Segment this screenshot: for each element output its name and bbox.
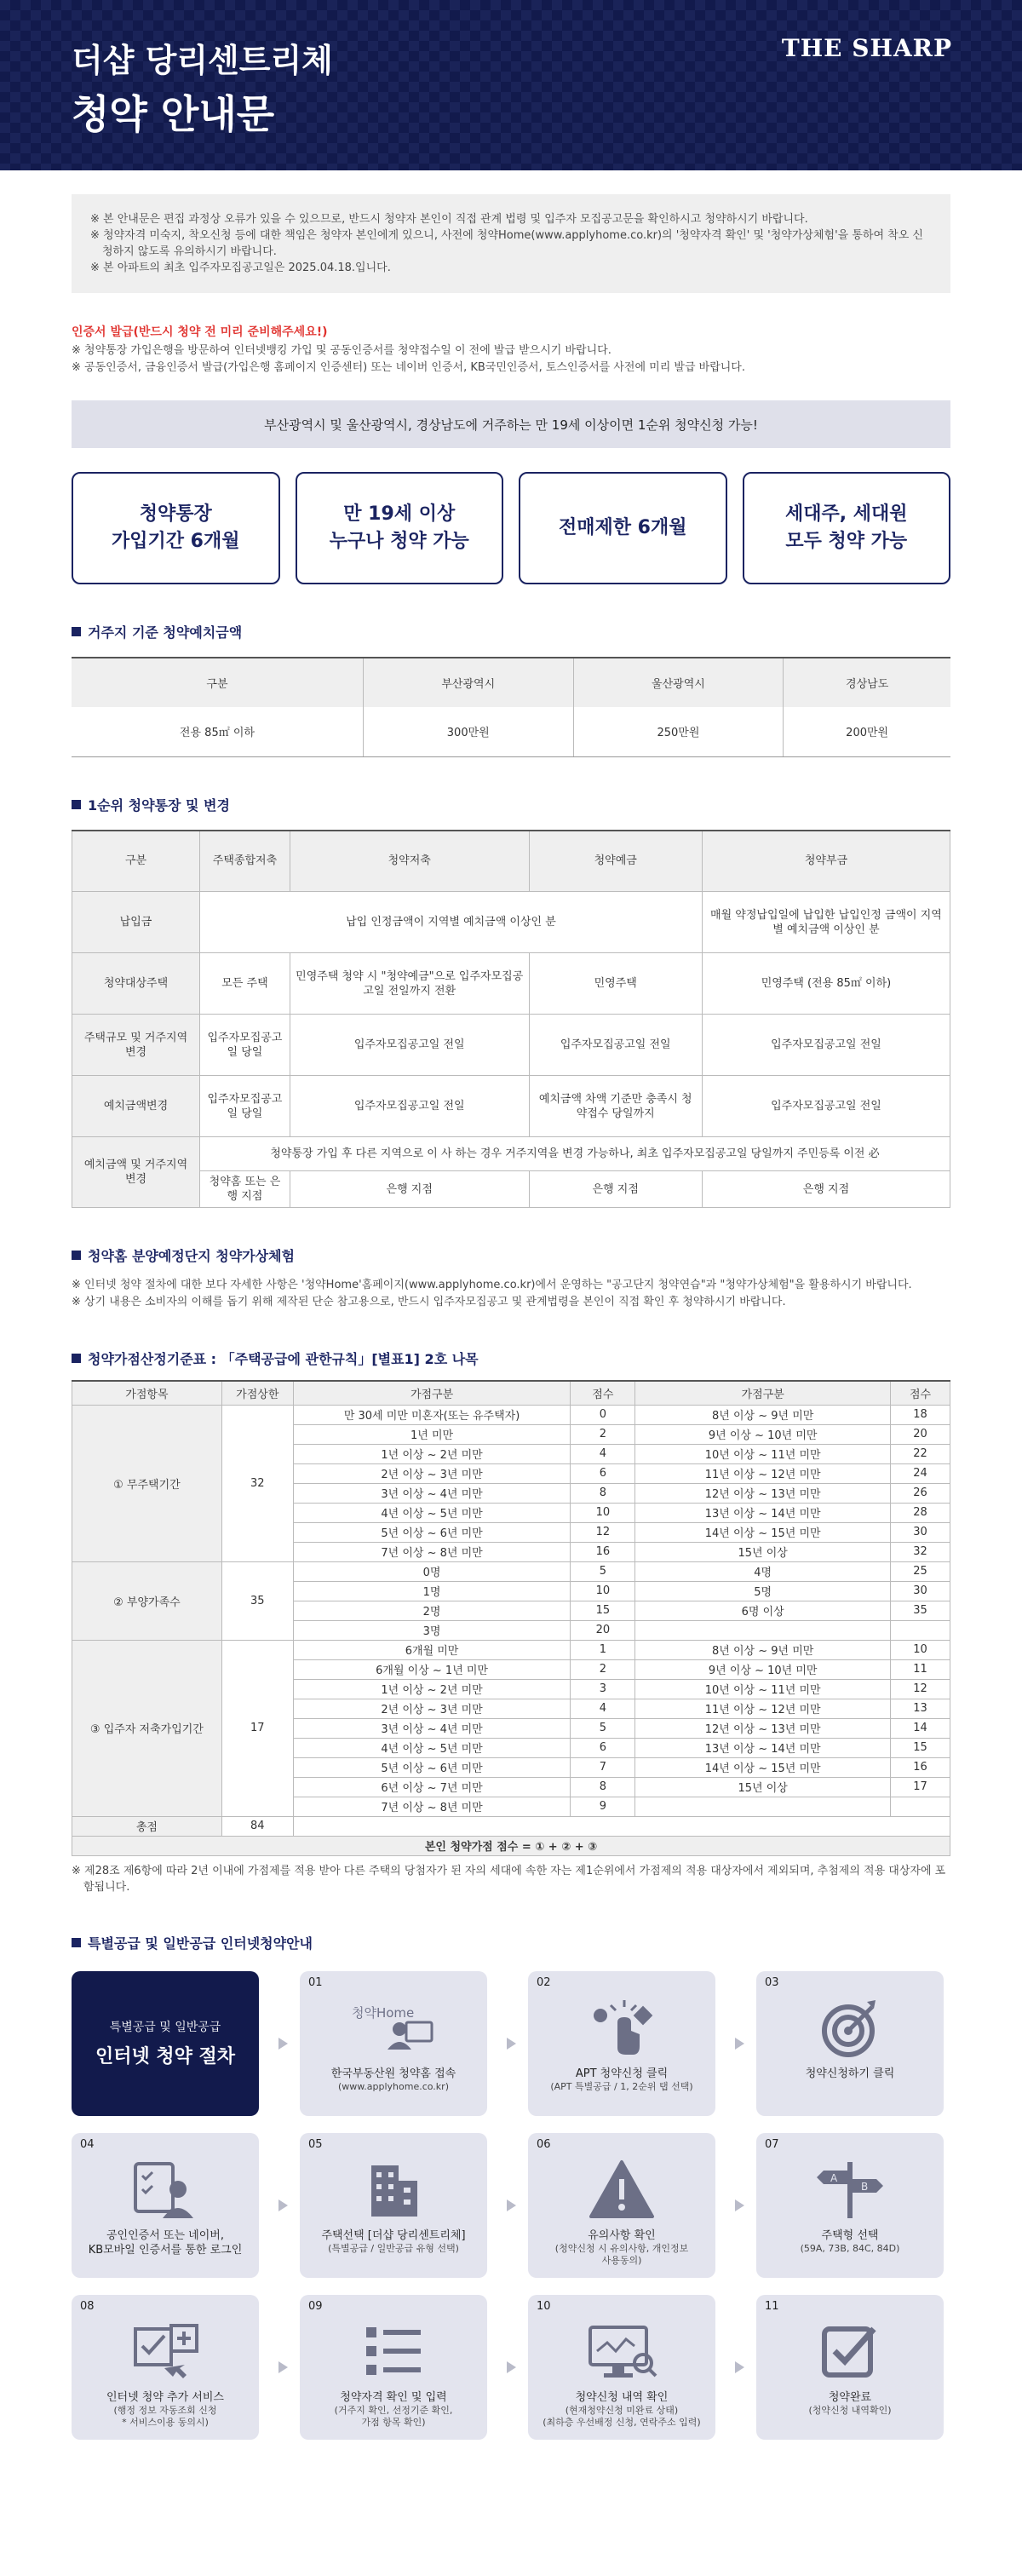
table-header: 경상남도 bbox=[784, 658, 950, 707]
step-subtitle: (APT 특별공급 / 1, 2순위 탭 선택) bbox=[550, 2080, 693, 2092]
step-title: 청약신청하기 클릭 bbox=[805, 2067, 895, 2080]
table-row: 6년 이상 ~ 7년 미만 8 15년 이상 17 bbox=[72, 1777, 950, 1797]
step-number: 07 bbox=[765, 2137, 779, 2151]
table-header: 가점상한 bbox=[221, 1381, 293, 1405]
table-row: ① 무주택기간 32 만 30세 미만 미혼자(또는 유주택자) 0 8년 이상 ~ 9년 미만 18 bbox=[72, 1405, 950, 1424]
arrow-right-icon bbox=[507, 2361, 516, 2373]
procedure-step bbox=[72, 2133, 259, 2278]
table-header: 청약예금 bbox=[529, 831, 702, 892]
step-number: 02 bbox=[537, 1975, 551, 1989]
table-row: 2년 이상 ~ 3년 미만 4 11년 이상 ~ 12년 미만 13 bbox=[72, 1699, 950, 1718]
click-icon bbox=[528, 1997, 715, 2058]
step-subtitle: (청약신청 시 유의사항, 개인정보 사용동의) bbox=[554, 2242, 689, 2266]
arrow-right-icon bbox=[507, 2199, 516, 2211]
procedure-step bbox=[528, 2295, 715, 2440]
eligibility-banner: 부산광역시 및 울산광역시, 경상남도에 거주하는 만 19세 이상이면 1순위 청약신청 가능! bbox=[72, 400, 950, 448]
arrow-right-icon bbox=[278, 2361, 288, 2373]
table-header: 구분 bbox=[72, 831, 200, 892]
table-row: 1년 이상 ~ 2년 미만 4 10년 이상 ~ 11년 미만 22 bbox=[72, 1444, 950, 1463]
table-row: ③ 입주자 저축가입기간 17 6개월 미만 1 8년 이상 ~ 9년 미만 10 bbox=[72, 1640, 950, 1659]
warning-icon bbox=[528, 2159, 715, 2220]
add-service-icon bbox=[72, 2320, 259, 2382]
bullet-square-icon bbox=[72, 1251, 81, 1260]
simulation-line: ※ 인터넷 청약 절차에 대한 보다 자세한 사항은 '청약Home'홈페이지(www.applyhome.co.kr)에서 운영하는 "공고단지 청약연습"과 "청약가상체험"을 활용하시기 바랍니다. bbox=[72, 1279, 912, 1291]
table-row: 예치금액 및 거주지역 변경 청약통장 가입 후 다른 지역으로 이 사 하는 경우 거주지역을 변경 가능하나, 최초 입주자모집공고일 당일까지 주민등록 이전 必 bbox=[72, 1137, 950, 1171]
table-header: 울산광역시 bbox=[573, 658, 784, 707]
table-row: 주택규모 및 거주지역 변경 입주자모집공고일 당일 입주자모집공고일 전일 입주자모집공고일 전일 입주자모집공고일 전일 bbox=[72, 1015, 950, 1076]
step-title: 주택형 선택 (59A, 73B, 84C, 84D) bbox=[760, 2228, 940, 2255]
table-header: 점수 bbox=[571, 1381, 635, 1405]
section-title-procedure: 특별공급 및 일반공급 인터넷청약안내 bbox=[72, 1933, 950, 1952]
procedure-step bbox=[756, 2133, 944, 2278]
signpost-icon bbox=[756, 2159, 944, 2220]
brand-logo: THE SHARP bbox=[781, 34, 952, 62]
procedure-lead-card: 특별공급 및 일반공급 인터넷 청약 절차 bbox=[72, 1971, 259, 2116]
table-row: 1년 이상 ~ 2년 미만 3 10년 이상 ~ 11년 미만 12 bbox=[72, 1679, 950, 1699]
procedure-step bbox=[528, 2133, 715, 2278]
table-row: 납입금 납입 인정금액이 지역별 예치금액 이상인 분 매월 약정납입일에 납입한 납입인정 금액이 지역별 예치금액 이상인 분 bbox=[72, 892, 950, 953]
notice-box bbox=[72, 194, 950, 293]
procedure-step bbox=[300, 1971, 487, 2116]
doc-title: 청약 안내문 bbox=[72, 91, 275, 137]
table-row: 2명 15 6명 이상 35 bbox=[72, 1601, 950, 1620]
procedure-step bbox=[300, 2295, 487, 2440]
table-header: 점수 bbox=[891, 1381, 950, 1405]
rank-table bbox=[72, 830, 950, 1209]
step-number: 04 bbox=[80, 2137, 95, 2151]
step-title: 유의사항 확인 (청약신청 시 유의사항, 개인정보 사용동의) bbox=[531, 2228, 712, 2267]
step-number: 10 bbox=[537, 2299, 551, 2313]
applyhome-icon bbox=[300, 1997, 487, 2058]
section-title-deposit: 거주지 기준 청약예치금액 bbox=[72, 622, 950, 641]
arrow-right-icon bbox=[507, 2038, 516, 2050]
feature-box: 전매제한 6개월 bbox=[519, 472, 727, 584]
table-row: 예치금액변경 입주자모집공고일 당일 입주자모집공고일 전일 예치금액 차액 기준만 충족시 청약접수 당일까지 입주자모집공고일 전일 bbox=[72, 1076, 950, 1137]
procedure-step bbox=[756, 2295, 944, 2440]
arrow-right-icon bbox=[278, 2199, 288, 2211]
section-title-score: 청약가점산정기준표 : 「주택공급에 관한규칙」[별표1] 2호 나목 bbox=[72, 1348, 950, 1368]
section-title-simulation: 청약홈 분양예정단지 청약가상체험 bbox=[72, 1245, 950, 1265]
step-title: 청약신청 내역 확인 (현재청약신청 미완료 상태) (최하층 우선배정 신청, 연락주소 입력) bbox=[531, 2390, 712, 2429]
procedure-steps bbox=[72, 1971, 950, 2440]
target-icon bbox=[756, 1997, 944, 2058]
step-title: 공인인증서 또는 네이버, KB모바일 인증서를 통한 로그인 bbox=[88, 2228, 243, 2257]
table-row: 1명 10 5명 30 bbox=[72, 1581, 950, 1601]
table-row: 3년 이상 ~ 4년 미만 5 12년 이상 ~ 13년 미만 14 bbox=[72, 1718, 950, 1738]
table-row: 1년 미만 2 9년 이상 ~ 10년 미만 20 bbox=[72, 1424, 950, 1444]
simulation-notes bbox=[72, 1277, 950, 1311]
table-header: 가점구분 bbox=[293, 1381, 571, 1405]
step-title: 한국부동산원 청약홈 접속 (www.applyhome.co.kr) bbox=[303, 2067, 484, 2093]
bullet-square-icon bbox=[72, 1938, 81, 1947]
step-subtitle: (행정 정보 자동조회 신청 * 서비스이용 동의시) bbox=[113, 2404, 217, 2428]
arrow-right-icon bbox=[735, 2038, 744, 2050]
table-row: 5년 이상 ~ 6년 미만 12 14년 이상 ~ 15년 미만 30 bbox=[72, 1522, 950, 1542]
score-table bbox=[72, 1380, 950, 1856]
table-row: 5년 이상 ~ 6년 미만 7 14년 이상 ~ 15년 미만 16 bbox=[72, 1757, 950, 1777]
step-subtitle: (청약신청 내역확인) bbox=[808, 2404, 892, 2416]
table-row: 총점 84 bbox=[72, 1816, 950, 1836]
svg-text:청약Home: 청약Home bbox=[352, 2004, 415, 2021]
table-row: 청약대상주택 모든 주택 민영주택 청약 시 "청약예금"으로 입주자모집공고일 전일까지 전환 민영주택 민영주택 (전용 85㎡ 이하) bbox=[72, 953, 950, 1015]
procedure-step bbox=[528, 1971, 715, 2116]
monitor-icon bbox=[528, 2320, 715, 2382]
hero-header bbox=[0, 0, 1022, 170]
complex-name: 더샵 당리센트리체 bbox=[72, 42, 333, 79]
procedure-step bbox=[72, 2295, 259, 2440]
step-title: 청약자격 확인 및 입력 (거주지 확인, 선정기준 확인, 가점 항목 확인) bbox=[303, 2390, 484, 2429]
table-header: 구분 bbox=[72, 658, 363, 707]
procedure-step bbox=[300, 2133, 487, 2278]
table-row: ② 부양가족수 35 0명 5 4명 25 bbox=[72, 1561, 950, 1581]
feature-box: 만 19세 이상 누구나 청약 가능 bbox=[296, 472, 504, 584]
step-number: 11 bbox=[765, 2299, 779, 2313]
section-title-rank: 1순위 청약통장 및 변경 bbox=[72, 795, 950, 814]
table-row: 7년 이상 ~ 8년 미만 16 15년 이상 32 bbox=[72, 1542, 950, 1561]
table-header: 주택종합저축 bbox=[200, 831, 290, 892]
certificate-title: 인증서 발급(반드시 청약 전 미리 준비해주세요!) bbox=[72, 325, 328, 339]
step-title: 인터넷 청약 추가 서비스 (행정 정보 자동조회 신청 * 서비스이용 동의시) bbox=[75, 2390, 256, 2429]
table-header: 청약부금 bbox=[702, 831, 950, 892]
arrow-right-icon bbox=[735, 2361, 744, 2373]
table-header: 가점구분 bbox=[635, 1381, 891, 1405]
feature-box: 청약통장 가입기간 6개월 bbox=[72, 472, 280, 584]
bullet-square-icon bbox=[72, 627, 81, 636]
list-icon bbox=[300, 2320, 487, 2382]
step-number: 05 bbox=[308, 2137, 323, 2151]
table-row: 6개월 이상 ~ 1년 미만 2 9년 이상 ~ 10년 미만 11 bbox=[72, 1659, 950, 1679]
check-icon bbox=[756, 2320, 944, 2382]
step-title: APT 청약신청 클릭 (APT 특별공급 / 1, 2순위 탭 선택) bbox=[531, 2067, 712, 2093]
svg-text:B: B bbox=[861, 2180, 869, 2193]
table-row: 4년 이상 ~ 5년 미만 10 13년 이상 ~ 14년 미만 28 bbox=[72, 1503, 950, 1522]
svg-text:A: A bbox=[830, 2171, 838, 2184]
step-subtitle: (59A, 73B, 84C, 84D) bbox=[800, 2242, 900, 2254]
step-title: 주택선택 [더샵 당리센트리체] (특별공급 / 일반공급 유형 선택) bbox=[303, 2228, 484, 2255]
table-row: 본인 청약가점 점수 = ① + ② + ③ bbox=[72, 1836, 950, 1855]
certificate-line: ※ 청약통장 가입은행을 방문하여 인터넷뱅킹 가입 및 공동인증서를 청약접수일 이 전에 발급 받으시기 바랍니다. bbox=[72, 344, 611, 357]
certificate-line: ※ 공동인증서, 금융인증서 발급(가입은행 홈페이지 인증센터) 또는 네이버 인증서, KB국민인증서, 토스인증서를 사전에 미리 발급 바랍니다. bbox=[72, 361, 745, 374]
arrow-right-icon bbox=[735, 2199, 744, 2211]
step-number: 08 bbox=[80, 2299, 95, 2313]
arrow-right-icon bbox=[278, 2038, 288, 2050]
table-header: 부산광역시 bbox=[363, 658, 573, 707]
notice-line: ※ 청약자격 미숙지, 착오신청 등에 대한 책임은 청약자 본인에게 있으니, 사전에 청약Home(www.applyhome.co.kr)의 '청약자격 확인' 및 '청약가상체험'을 통하여 착오 신청하지 않도록 유의하시기 바랍니다. bbox=[90, 229, 923, 258]
table-row: 3년 이상 ~ 4년 미만 8 12년 이상 ~ 13년 미만 26 bbox=[72, 1483, 950, 1503]
notice-line: ※ 본 안내문은 편집 과정상 오류가 있을 수 있으므로, 반드시 청약자 본인이 직접 관계 법령 및 입주자 모집공고문을 확인하시고 청약하시기 바랍니다. bbox=[90, 213, 808, 226]
table-row: 청약홈 또는 은행 지점 은행 지점 은행 지점 은행 지점 bbox=[72, 1171, 950, 1208]
table-row: 2년 이상 ~ 3년 미만 6 11년 이상 ~ 12년 미만 24 bbox=[72, 1463, 950, 1483]
bullet-square-icon bbox=[72, 800, 81, 809]
notice-line: ※ 본 아파트의 최초 입주자모집공고일은 2025.04.18.입니다. bbox=[90, 262, 391, 274]
bullet-square-icon bbox=[72, 1354, 81, 1363]
score-footnote: ※ 제28조 제6항에 따라 2년 이내에 가점제를 적용 받아 다른 주택의 당첨자가 된 자의 세대에 속한 자는 제1순위에서 가점제의 적용 대상자에서 제외되며, 추첨제의 적용 대상자에 포함됩니다. bbox=[72, 1864, 946, 1894]
feature-boxes bbox=[72, 472, 950, 584]
step-subtitle: (www.applyhome.co.kr) bbox=[338, 2080, 449, 2092]
step-number: 03 bbox=[765, 1975, 779, 1989]
step-subtitle: (특별공급 / 일반공급 유형 선택) bbox=[328, 2242, 459, 2254]
step-subtitle: (현재청약신청 미완료 상태) (최하층 우선배정 신청, 연락주소 입력) bbox=[543, 2404, 701, 2428]
deposit-table bbox=[72, 657, 950, 757]
feature-box: 세대주, 세대원 모두 청약 가능 bbox=[743, 472, 951, 584]
procedure-step bbox=[756, 1971, 944, 2116]
table-header: 가점항목 bbox=[72, 1381, 222, 1405]
certificate-section bbox=[72, 324, 950, 377]
table-row: 전용 85㎡ 이하 300만원 250만원 200만원 bbox=[72, 707, 950, 756]
table-header: 청약저축 bbox=[290, 831, 529, 892]
step-number: 06 bbox=[537, 2137, 551, 2151]
step-title: 청약완료 (청약신청 내역확인) bbox=[760, 2390, 940, 2417]
step-number: 01 bbox=[308, 1975, 323, 1989]
step-number: 09 bbox=[308, 2299, 323, 2313]
building-icon bbox=[300, 2159, 487, 2220]
simulation-line: ※ 상기 내용은 소비자의 이해를 돕기 위해 제작된 단순 참고용으로, 반드시 입주자모집공고 및 관계법령을 본인이 직접 확인 후 청약하시기 바랍니다. bbox=[72, 1296, 786, 1308]
step-subtitle: (거주지 확인, 선정기준 확인, 가점 항목 확인) bbox=[334, 2404, 453, 2428]
table-row: 4년 이상 ~ 5년 미만 6 13년 이상 ~ 14년 미만 15 bbox=[72, 1738, 950, 1757]
checklist-user-icon bbox=[72, 2159, 259, 2220]
table-row: 3명 20 bbox=[72, 1620, 950, 1640]
table-row: 7년 이상 ~ 8년 미만 9 bbox=[72, 1797, 950, 1816]
